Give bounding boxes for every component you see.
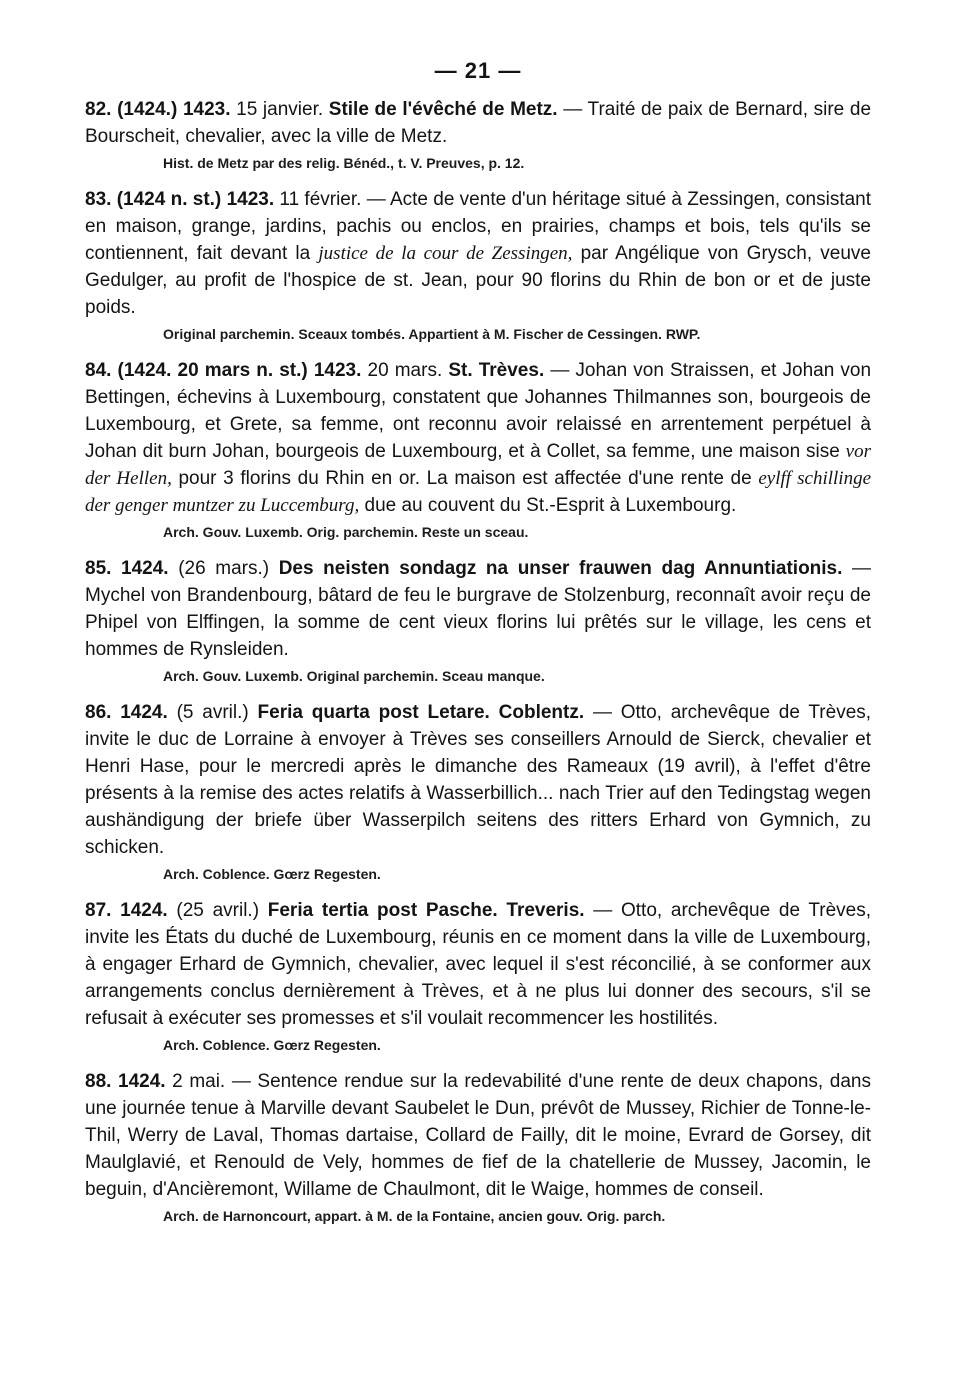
entry-source: Arch. Coblence. Gœrz Regesten. [163, 1037, 381, 1053]
entry-date-day: 15 janvier. [236, 99, 324, 120]
entry-text: — Otto, archevêque de Trèves, invite les États du duché de Luxembourg, réunis en ce moment dans la ville de Luxembourg, à engager Erhard de Gymnich, chevalier, avec lequel il s'est réconcilié, à se conformer aux arrangements conclus dernièrement à Trèves, et à ne plus lui donner des secours, s'il se refusait à exécuter ses promesses et s'il voulait recommencer les hostilités. [85, 900, 872, 1029]
entry-date-year: 1424. [120, 900, 168, 921]
entry-date-day: 20 mars. [367, 360, 443, 381]
entry-heading: St. Trèves. [448, 360, 545, 381]
entry-date-day: 11 février. [279, 189, 362, 210]
entry-heading: Feria tertia post Pasche. Treveris. [267, 900, 585, 921]
entry-84 [85, 357, 871, 519]
entry-text: — Otto, archevêque de Trèves, invite le duc de Lorraine à envoyer à Trèves ses conseillers Arnould de Sierck, chevalier et Henri Hase, pour le mercredi après le dimanche des Rameaux (19 avril), à l'effet d'être présents à la remise des actes relatifs à Wasserbillich... nach Trier auf den Tedingstag wegen aushändigung der briefe über Wasserpilch seitens des ritters Erhard von Gymnich, zu schicken. [85, 702, 872, 858]
entry-text: — Acte de vente d'un héritage situé à Zessingen, consistant en maison, grange, jardins, pachis ou enclos, en prairies, champs et bois, tels qu'ils se contiennent, fait devant la [85, 189, 872, 264]
entry-date-year: 1423. [226, 189, 275, 210]
entry-date-paren: (1424.) [117, 99, 178, 120]
entry-date-year: 1424. [121, 558, 169, 579]
entry-82 [85, 96, 871, 150]
entry-number: 82. [85, 99, 112, 120]
entry-heading: Feria quarta post Letare. Coblentz. [257, 702, 585, 723]
entry-86 [85, 699, 871, 861]
entry-source: Arch. de Harnoncourt, appart. à M. de la Fontaine, ancien gouv. Orig. parch. [163, 1208, 666, 1224]
entry-source: Arch. Gouv. Luxemb. Orig. parchemin. Reste un sceau. [163, 524, 529, 540]
entry-date-paren: (1424. 20 mars n. st.) [117, 360, 308, 381]
entry-source: Arch. Gouv. Luxemb. Original parchemin. Sceau manque. [163, 668, 545, 684]
entry-87 [85, 897, 871, 1032]
entry-text: — Johan von Straissen, et Johan von Bettingen, échevins à Luxembourg, constatent que Johannes Thilmannes son, bourgeois de Luxembourg, et Grete, sa femme, ont reconnu avoir relaissé en arrentement perpétuel à Johan dit burn Johan, bourgeois de Luxembourg, et à Collet, sa femme, une maison sise [85, 360, 872, 462]
entry-source: Original parchemin. Sceaux tombés. Appartient à M. Fischer de Cessingen. RWP. [163, 326, 701, 342]
entry-number: 85. [85, 558, 112, 579]
entry-date-day: (25 avril.) [176, 900, 260, 921]
entry-text: due au couvent du St.-Esprit à Luxembourg. [364, 495, 737, 516]
entry-text: — Sentence rendue sur la redevabilité d'une rente de deux chapons, dans une journée tenue à Marville devant Saubelet le Dun, prévôt de Mussey, Richier de Tonne-le-Thil, Werry de Laval, Thomas dartaise, Collard de Failly, dit le moine, Evrard de Gorsey, dit Maulglavié, et Renould de Vely, hommes de fief de la chatellerie de Mussey, Jacomin, le beguin, d'Ancièremont, Willame de Chaulmont, dit le Waige, hommes de conseil. [85, 1071, 871, 1200]
entry-source: Arch. Coblence. Gœrz Regesten. [163, 866, 381, 882]
entry-text: — Traité de paix de Bernard, sire de Bourscheit, chevalier, avec la ville de Metz. [85, 99, 872, 147]
entry-number: 83. [85, 189, 112, 210]
entry-number: 88. [85, 1071, 112, 1092]
entry-date-paren: (1424 n. st.) [116, 189, 222, 210]
page-number: — 21 — [434, 58, 522, 83]
entry-text: par Angélique von Grysch, veuve Gedulger, au profit de l'hospice de st. Jean, pour 90 florins du Rhin de bon or et de juste poids. [85, 243, 871, 318]
entry-text: pour 3 florins du Rhin en or. La maison est affectée d'une rente de [178, 468, 752, 489]
entry-date-year: 1423. [182, 99, 231, 120]
entry-date-year: 1424. [118, 1071, 166, 1092]
entry-83 [85, 186, 871, 321]
entry-source: Hist. de Metz par des relig. Bénéd., t. V. Preuves, p. 12. [163, 155, 525, 171]
entry-date-day: 2 mai. [172, 1071, 226, 1092]
document-page [85, 58, 871, 1239]
entry-italic-text: eylff schillinge der genger muntzer zu Luccemburg, [85, 468, 872, 516]
entry-85 [85, 555, 871, 663]
entry-heading: Stile de l'évêché de Metz. [328, 99, 558, 120]
entry-date-year: 1424. [120, 702, 168, 723]
entry-italic-text: justice de la cour de Zessingen, [318, 243, 573, 264]
entry-date-day: (5 avril.) [176, 702, 249, 723]
entry-number: 86. [85, 702, 112, 723]
entry-heading: Des neisten sondagz na unser frauwen dag Annuntiationis. [278, 558, 843, 579]
entry-number: 87. [85, 900, 112, 921]
entry-number: 84. [85, 360, 112, 381]
entry-88 [85, 1068, 871, 1203]
entry-italic-text: vor der Hellen, [85, 441, 871, 489]
entry-text: — Mychel von Brandenbourg, bâtard de feu le burgrave de Stolzenburg, reconnaît avoir reçu de Phipel von Elffingen, la somme de cent vieux florins lui prêtés sur le village, les cens et hommes de Rynsleiden. [85, 558, 872, 660]
entry-date-year: 1423. [313, 360, 362, 381]
entry-date-day: (26 mars.) [178, 558, 270, 579]
